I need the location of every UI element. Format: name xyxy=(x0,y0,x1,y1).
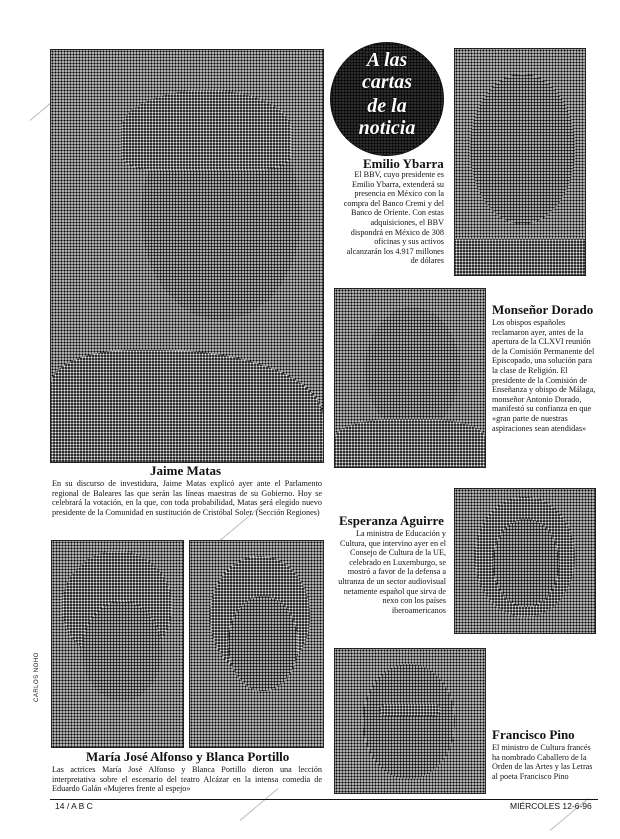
footer-rule xyxy=(50,799,598,800)
photo-monsenor-dorado xyxy=(334,288,486,468)
footer-date: MIÉRCOLES 12-6-96 xyxy=(510,801,592,811)
name-monsenor-dorado: Monseñor Dorado xyxy=(492,302,594,317)
photo-francisco-pino xyxy=(334,648,486,794)
text-monsenor-dorado: Los obispos españoles reclamaron ayer, antes de la apertura de la CLXVI reunión de la Comisión Permanente del Episcopado, una solución para la clase de Religión. El presidente de la Comisión de Enseñanza y obispo de Málaga, monseñor Antonio Dorado, manifestó su confianza en que «gran parte de nuestras aspiraciones sean atendidas» xyxy=(492,318,596,433)
photo-glasses xyxy=(380,704,440,716)
name-francisco-pino: Francisco Pino xyxy=(492,727,575,742)
text-emilio-ybarra: El BBV, cuyo presidente es Emilio Ybarra, extenderá su presencia en México con la compra del Banco Cremi y del Banco de Oriente. Con estas adquisiciones, el BBV dispondrá en México de 308 oficinas y sus activos alcanzarán los 4.917 millones de dólares xyxy=(343,170,444,266)
photo-face xyxy=(470,74,575,224)
photo-blanca-portillo xyxy=(189,540,324,748)
photo-cassock xyxy=(335,419,485,467)
photo-esperanza-aguirre xyxy=(454,488,596,634)
photo-jaime-matas xyxy=(50,49,324,463)
photo-hair xyxy=(121,90,291,170)
text-jaime-matas: En su discurso de investidura, Jaime Matas explicó ayer ante el Parlamento regional de Baleares las que serán las líneas maestras de su Gobierno. Hoy se celebrará la votación, en la que, con toda probabilidad, Matas será elegido nuevo presidente de la Comunidad en sustitución de Cristóbal Soler. (Sección Regiones) xyxy=(52,479,322,517)
photo-suit xyxy=(51,350,323,462)
text-esperanza-aguirre: La ministra de Educación y Cultura, que intervino ayer en el Consejo de Cultura de la UE, celebrado en Luxemburgo, se mostró a favor de la defensa a ultranza de un sector audiovisual netamente español que sirva de nexo con los países iberoamericanos xyxy=(338,529,446,615)
photo-face xyxy=(82,601,162,701)
name-alfonso-portillo: María José Alfonso y Blanca Portillo xyxy=(86,749,290,764)
name-esperanza-aguirre: Esperanza Aguirre xyxy=(339,513,444,528)
photo-face xyxy=(363,664,455,779)
seal-a-las-cartas-de-la-noticia: A las cartas de la noticia xyxy=(330,42,444,156)
footer-page: 14 / A B C xyxy=(55,801,93,811)
photo-face xyxy=(365,307,460,432)
photo-maria-jose-alfonso xyxy=(51,540,184,748)
photo-emilio-ybarra xyxy=(454,48,586,276)
photo-suit xyxy=(455,239,585,275)
name-jaime-matas: Jaime Matas xyxy=(150,463,222,478)
text-francisco-pino: El ministro de Cultura francés ha nombrado Caballero de la Orden de las Artes y las Letras al poeta Francisco Pino xyxy=(492,743,593,781)
name-emilio-ybarra: Emilio Ybarra xyxy=(363,156,444,171)
photo-face xyxy=(493,519,559,607)
photo-credit: CARLOS NOHO xyxy=(34,652,40,702)
photo-face xyxy=(228,596,298,691)
text-alfonso-portillo: Las actrices María José Alfonso y Blanca Portillo dieron una lección interpretativa sobre el escenario del teatro Alcázar en la intensa comedia de Eduardo Galán «Mujeres frente al espejo» xyxy=(52,765,322,794)
